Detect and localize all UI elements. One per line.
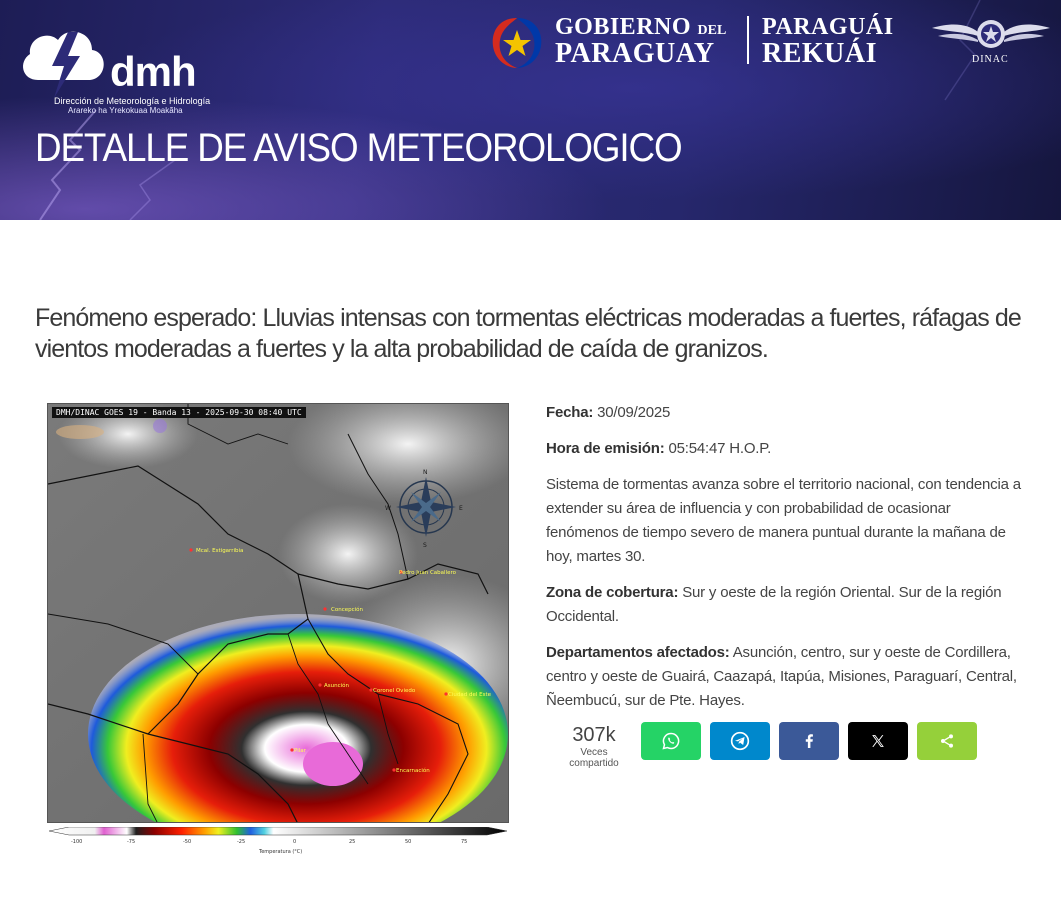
- telegram-share-button[interactable]: [710, 722, 770, 760]
- alert-time: Hora de emisión: 05:54:47 H.O.P.: [546, 440, 772, 457]
- share-count-label-2: compartido: [569, 758, 619, 769]
- facebook-icon: [803, 734, 815, 748]
- sharethis-share-button[interactable]: [917, 722, 977, 760]
- city-mcal-estigarribia: Mcal. Estigarribia: [196, 548, 244, 554]
- dinac-logo[interactable]: [928, 14, 1054, 70]
- compass-s: S: [423, 542, 427, 549]
- telegram-icon: [730, 731, 750, 751]
- city-encarnacion: Encarnación: [396, 768, 430, 774]
- org-name: Dirección de Meteorología e Hidrología: [54, 96, 211, 106]
- cbar-tick-6: 50: [405, 839, 412, 845]
- city-pedro-juan-caballero: Pedro Juan Caballero: [399, 570, 456, 576]
- dmh-wordmark: dmh: [110, 48, 196, 95]
- gov-line-4: REKUÁI: [762, 38, 878, 69]
- alert-details: [546, 401, 1026, 725]
- city-concepcion: Concepción: [331, 607, 363, 613]
- org-name-guarani: Arareko ha Yrekokuaa Moakãha: [68, 106, 183, 115]
- page-title: DETALLE DE AVISO METEOROLOGICO: [35, 126, 682, 170]
- cbar-tick-2: -50: [183, 839, 192, 845]
- cbar-tick-3: -25: [237, 839, 246, 845]
- temperature-colorbar: [47, 827, 509, 857]
- cbar-tick-0: -100: [71, 839, 83, 845]
- share-bar: [546, 721, 1026, 769]
- city-asuncion: Asunción: [324, 683, 350, 689]
- gov-line-3: PARAGUÁI: [762, 14, 894, 40]
- cbar-tick-4: 0: [293, 839, 297, 845]
- satellite-image[interactable]: [47, 403, 509, 855]
- share-count-label-1: Veces: [580, 747, 608, 758]
- dinac-label: DINAC: [972, 54, 1009, 65]
- gobierno-paraguay-logo[interactable]: [487, 12, 907, 74]
- compass-w: W: [385, 505, 391, 512]
- city-coronel-oviedo: Coronel Oviedo: [373, 688, 416, 694]
- cbar-tick-5: 25: [349, 839, 356, 845]
- dmh-cloud-bolt-icon: [16, 22, 112, 102]
- paraguay-seal-icon: [487, 14, 547, 70]
- alert-coverage: Zona de cobertura: Sur y oeste de la región Oriental. Sur de la región Occidental.: [546, 584, 1002, 625]
- city-pilar: Pilar: [294, 748, 306, 754]
- gov-line-2: PARAGUAY: [555, 38, 715, 69]
- share-count: 307k: [572, 724, 616, 746]
- alert-departments: Departamentos afectados: Asunción, centro, sur y oeste de Cordillera, centro y oeste de Guairá, Caazapá, Itapúa, Misiones, Paraguarí, Central, Ñeembucú, sur de Pte. Hayes.: [546, 644, 1017, 709]
- compass-n: N: [423, 469, 428, 476]
- x-icon: [871, 734, 885, 748]
- cbar-tick-1: -75: [127, 839, 136, 845]
- alert-phenomenon: Fenómeno esperado: Lluvias intensas con tormentas eléctricas moderadas a fuertes, ráfagas de vientos moderadas a fuertes y la alta probabilidad de caída de granizos.: [35, 304, 1021, 363]
- alert-date: Fecha: 30/09/2025: [546, 404, 671, 421]
- whatsapp-share-button[interactable]: [641, 722, 701, 760]
- x-share-button[interactable]: [848, 722, 908, 760]
- cbar-label: Temperatura (°C): [259, 849, 303, 855]
- alert-description: Sistema de tormentas avanza sobre el territorio nacional, con tendencia a extender su área de influencia y con probabilidad de ocasionar fenómenos de tiempo severo de manera puntual durante la mañana de hoy, martes 30.: [546, 476, 1021, 565]
- compass-e: E: [459, 505, 463, 512]
- dinac-wings-icon: [928, 14, 1054, 54]
- header-banner: [0, 0, 1061, 220]
- gov-line-1: GOBIERNO DEL: [555, 14, 727, 40]
- city-ciudad-del-este: Ciudad del Este: [448, 692, 491, 698]
- satellite-map: [47, 403, 509, 823]
- cbar-tick-7: 75: [461, 839, 468, 845]
- facebook-share-button[interactable]: [779, 722, 839, 760]
- share-counter: [546, 723, 642, 769]
- share-icon: [939, 733, 955, 749]
- whatsapp-icon: [662, 732, 680, 750]
- dmh-logo[interactable]: [16, 22, 216, 115]
- satellite-map-graphic: [48, 404, 509, 823]
- satellite-header: DMH/DINAC GOES 19 - Banda 13 - 2025-09-30 08:40 UTC: [52, 407, 306, 418]
- gov-divider: [747, 16, 749, 64]
